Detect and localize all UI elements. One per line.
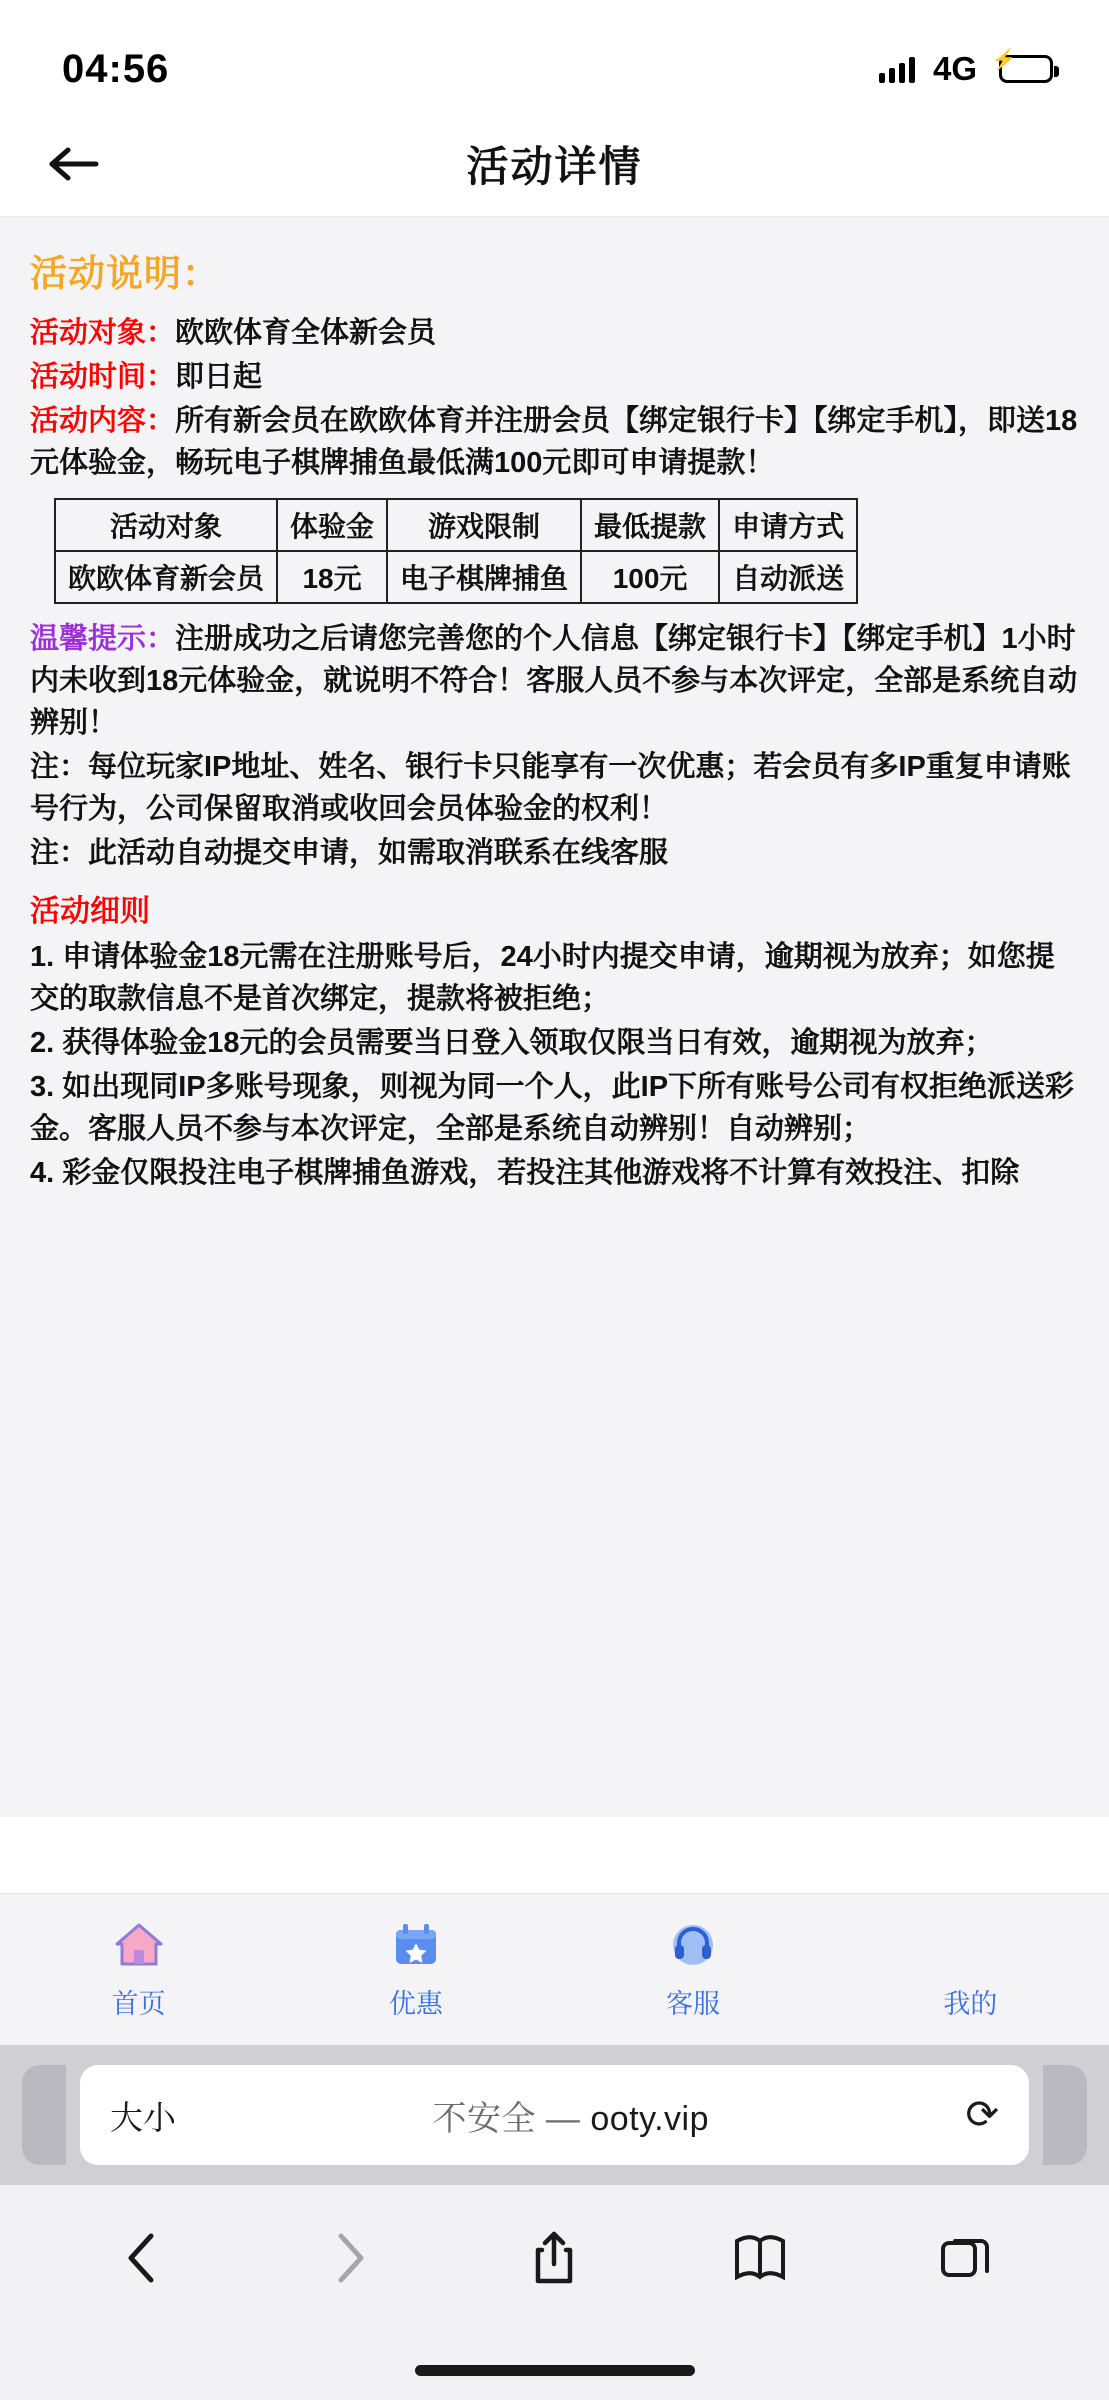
tab-profile[interactable] — [832, 1918, 1109, 2021]
status-bar — [0, 0, 1109, 112]
table-header-cell: 最低提款 — [581, 499, 719, 551]
bottom-tab-bar — [0, 1893, 1109, 2045]
field-target-label: 活动对象： — [30, 317, 176, 349]
navigation-bar — [0, 112, 1109, 217]
browser-toolbar — [0, 2185, 1109, 2330]
rule-item: 2. 获得体验金18元的会员需要当日登入领取仅限当日有效，逾期视为放弃； — [30, 1027, 994, 1060]
back-arrow-icon[interactable] — [44, 134, 104, 194]
table-cell: 18元 — [277, 551, 387, 603]
headset-icon — [667, 1918, 719, 1972]
network-type-label: 4G — [932, 50, 977, 87]
tab-home-label: 首页 — [111, 1989, 166, 2019]
tab-support-label: 客服 — [666, 1989, 721, 2019]
section-title: 活动说明： — [30, 253, 220, 294]
field-content — [30, 401, 1079, 483]
reload-icon[interactable]: ⟳ — [965, 2093, 999, 2137]
tab-profile-label: 我的 — [943, 1989, 998, 2019]
field-target-value: 欧欧体育全体新会员 — [175, 317, 437, 349]
security-warning-text: 不安全 — — [432, 2099, 591, 2138]
warm-tip-label: 温馨提示： — [30, 622, 176, 655]
table-header-cell: 游戏限制 — [387, 499, 581, 551]
url-text — [176, 2091, 965, 2140]
home-indicator — [415, 2365, 695, 2376]
note-1: 注：每位玩家IP地址、姓名、银行卡只能享有一次优惠；若会员有多IP重复申请账号行为，公司保留取消或收回会员体验金的权利！ — [30, 750, 1071, 825]
tabs-icon[interactable] — [921, 2213, 1011, 2303]
table-header-cell: 申请方式 — [719, 499, 857, 551]
next-tab-edge[interactable] — [1043, 2065, 1087, 2165]
rules-title: 活动细则 — [30, 894, 150, 928]
status-indicators — [879, 50, 1053, 88]
table-header-row — [55, 499, 857, 551]
status-time: 04:56 — [62, 46, 170, 91]
rule-item: 1. 申请体验金18元需在注册账号后，24小时内提交申请，逾期视为放弃；如您提交的取款信息不是首次绑定，提款将被拒绝； — [30, 940, 1055, 1016]
address-bar[interactable] — [80, 2065, 1029, 2165]
table-cell: 电子棋牌捕鱼 — [387, 551, 581, 603]
gift-calendar-icon — [391, 1918, 441, 1972]
table-header-cell: 活动对象 — [55, 499, 277, 551]
browser-back-button[interactable] — [98, 2213, 188, 2303]
home-icon — [112, 1918, 166, 1972]
table-cell: 自动派送 — [719, 551, 857, 603]
table-header-cell: 体验金 — [277, 499, 387, 551]
field-content-value: 所有新会员在欧欧体育并注册会员【绑定银行卡】【绑定手机】，即送18元体验金，畅玩电子棋牌捕鱼最低满100元即可申请提款！ — [30, 405, 1078, 479]
share-icon[interactable] — [509, 2213, 599, 2303]
field-target — [30, 313, 1079, 354]
bookmarks-icon[interactable] — [715, 2213, 805, 2303]
page-title: 活动详情 — [466, 143, 643, 190]
field-period-value: 即日起 — [175, 361, 263, 394]
promo-detail-content — [0, 217, 1109, 1817]
field-content-label: 活动内容： — [30, 405, 176, 438]
browser-forward-button[interactable] — [304, 2213, 394, 2303]
table-row — [55, 551, 857, 603]
tab-home[interactable] — [0, 1918, 277, 2021]
table-cell: 100元 — [581, 551, 719, 603]
battery-charging-icon: ⚡ — [999, 55, 1053, 83]
tab-support[interactable] — [555, 1918, 832, 2021]
tab-promotions[interactable] — [277, 1918, 554, 2021]
warm-tip — [30, 618, 1079, 744]
table-cell: 欧欧体育新会员 — [55, 551, 277, 603]
domain-text: ooty.vip — [590, 2099, 710, 2138]
field-period-label: 活动时间： — [30, 361, 176, 394]
browser-address-bar-container — [0, 2045, 1109, 2185]
signal-bars-icon — [879, 55, 915, 83]
previous-tab-edge[interactable] — [22, 2065, 66, 2165]
page-settings-button[interactable]: 大小 — [110, 2098, 176, 2136]
rule-item: 3. 如出现同IP多账号现象，则视为同一个人，此IP下所有账号公司有权拒绝派送彩金。客服人员不参与本次评定，全部是系统自动辨别！自动辨别； — [30, 1071, 1075, 1146]
field-period — [30, 357, 1079, 398]
warm-tip-text: 注册成功之后请您完善您的个人信息【绑定银行卡】【绑定手机】1小时内未收到18元体验金，就说明不符合！客服人员不参与本次评定，全部是系统自动辨别！ — [30, 622, 1078, 739]
promo-table — [54, 498, 858, 604]
tab-promotions-label: 优惠 — [388, 1989, 443, 2019]
rule-item: 4. 彩金仅限投注电子棋牌捕鱼游戏，若投注其他游戏将不计算有效投注、扣除 — [30, 1157, 1020, 1190]
note-2: 注：此活动自动提交申请，如需取消联系在线客服 — [30, 836, 669, 869]
